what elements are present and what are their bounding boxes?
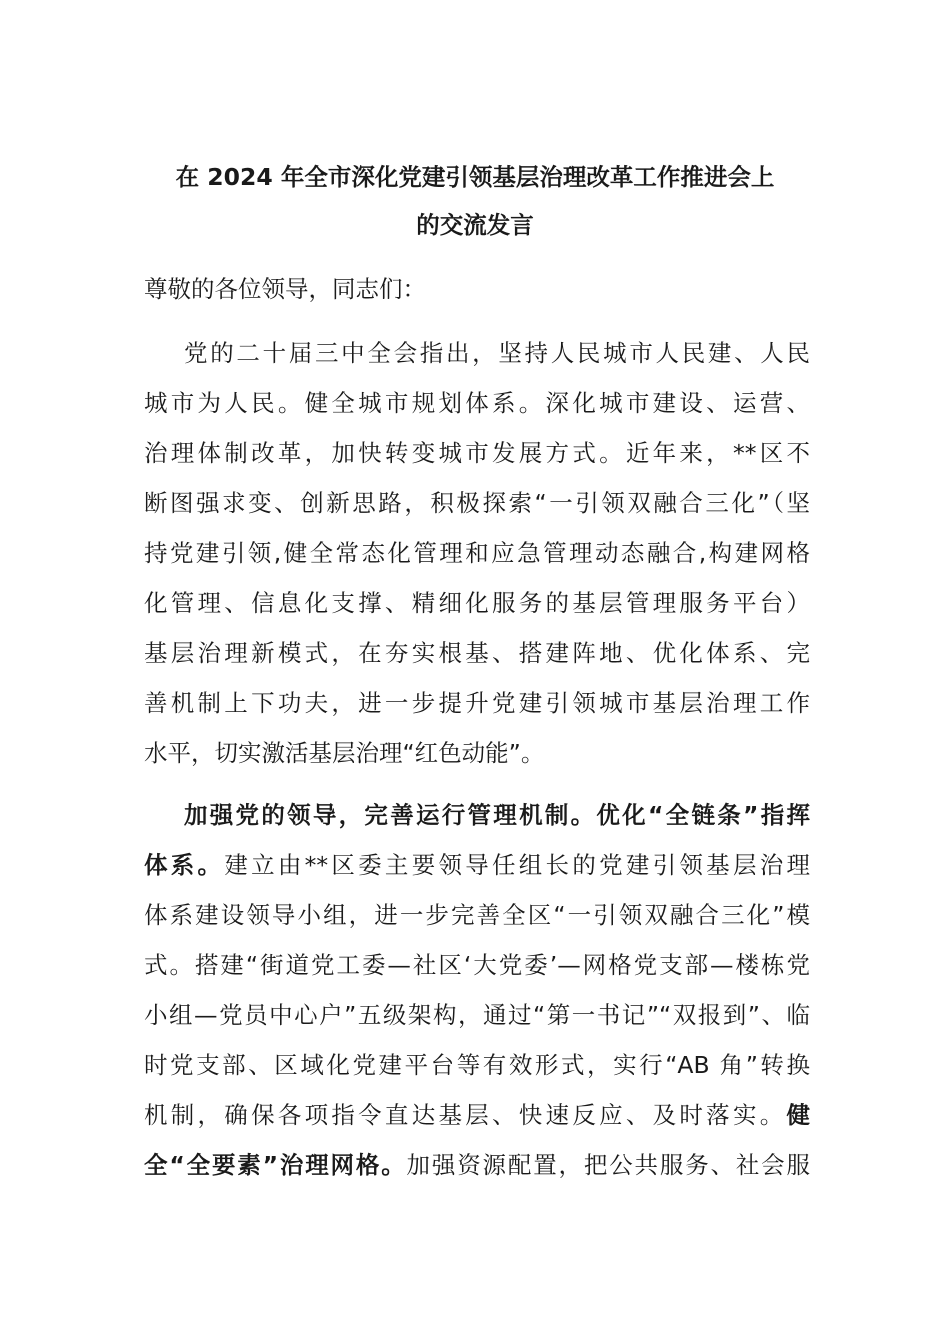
paragraph-text: 机制，确保各项指令直达基层、快速反应、及时落实。 bbox=[144, 1101, 787, 1129]
paragraph-2-line bbox=[144, 1096, 810, 1130]
paragraph-1-line: 党的二十届三中全会指出，坚持人民城市人民建、人民 bbox=[184, 339, 810, 367]
document-title-line-1: 在 2024 年全市深化党建引领基层治理改革工作推进会上 bbox=[175, 163, 775, 191]
paragraph-2-line: 时党支部、区域化党建平台等有效形式，实行“AB 角”转换 bbox=[144, 1051, 810, 1079]
paragraph-1-line: 城市为人民。健全城市规划体系。深化城市建设、运营、 bbox=[144, 389, 810, 417]
section-heading: 体系。 bbox=[144, 851, 225, 879]
paragraph-1-line: 水平，切实激活基层治理“红色动能”。 bbox=[144, 739, 545, 767]
paragraph-1-line: 善机制上下功夫，进一步提升党建引领城市基层治理工作 bbox=[144, 689, 810, 717]
paragraph-2-line: 式。搭建“街道党工委—社区‘大党委’—网格党支部—楼栋党 bbox=[144, 951, 810, 979]
paragraph-text: 建立由**区委主要领导任组长的党建引领基层治理 bbox=[224, 851, 810, 879]
paragraph-2-line: 体系建设领导小组，进一步完善全区“一引领双融合三化”模 bbox=[144, 901, 810, 929]
paragraph-1-line: 治理体制改革，加快转变城市发展方式。近年来，**区不 bbox=[144, 439, 810, 467]
paragraph-1-line: 持党建引领,健全常态化管理和应急管理动态融合,构建网格 bbox=[144, 539, 810, 567]
section-heading: 全“全要素”治理网格。 bbox=[144, 1151, 407, 1179]
paragraph-2-line: 小组—党员中心户”五级架构，通过“第一书记”“双报到”、临 bbox=[144, 1001, 810, 1029]
section-heading: 加强党的领导，完善运行管理机制。优化“全链条”指挥 bbox=[184, 801, 810, 829]
paragraph-1-line: 断图强求变、创新思路，积极探索“一引领双融合三化”（坚 bbox=[144, 489, 810, 517]
greeting: 尊敬的各位领导，同志们： bbox=[144, 275, 426, 303]
paragraph-text: 加强资源配置，把公共服务、社会服 bbox=[406, 1151, 811, 1179]
paragraph-1-line: 基层治理新模式，在夯实根基、搭建阵地、优化体系、完 bbox=[144, 639, 810, 667]
paragraph-2-line bbox=[144, 846, 810, 880]
paragraph-1-line: 化管理、信息化支撑、精细化服务的基层管理服务平台） bbox=[144, 589, 810, 617]
paragraph-2-line bbox=[144, 1146, 810, 1180]
paragraph-2-line bbox=[184, 796, 810, 830]
section-heading: 健 bbox=[786, 1101, 810, 1129]
document-title-line-2: 的交流发言 bbox=[416, 211, 534, 239]
